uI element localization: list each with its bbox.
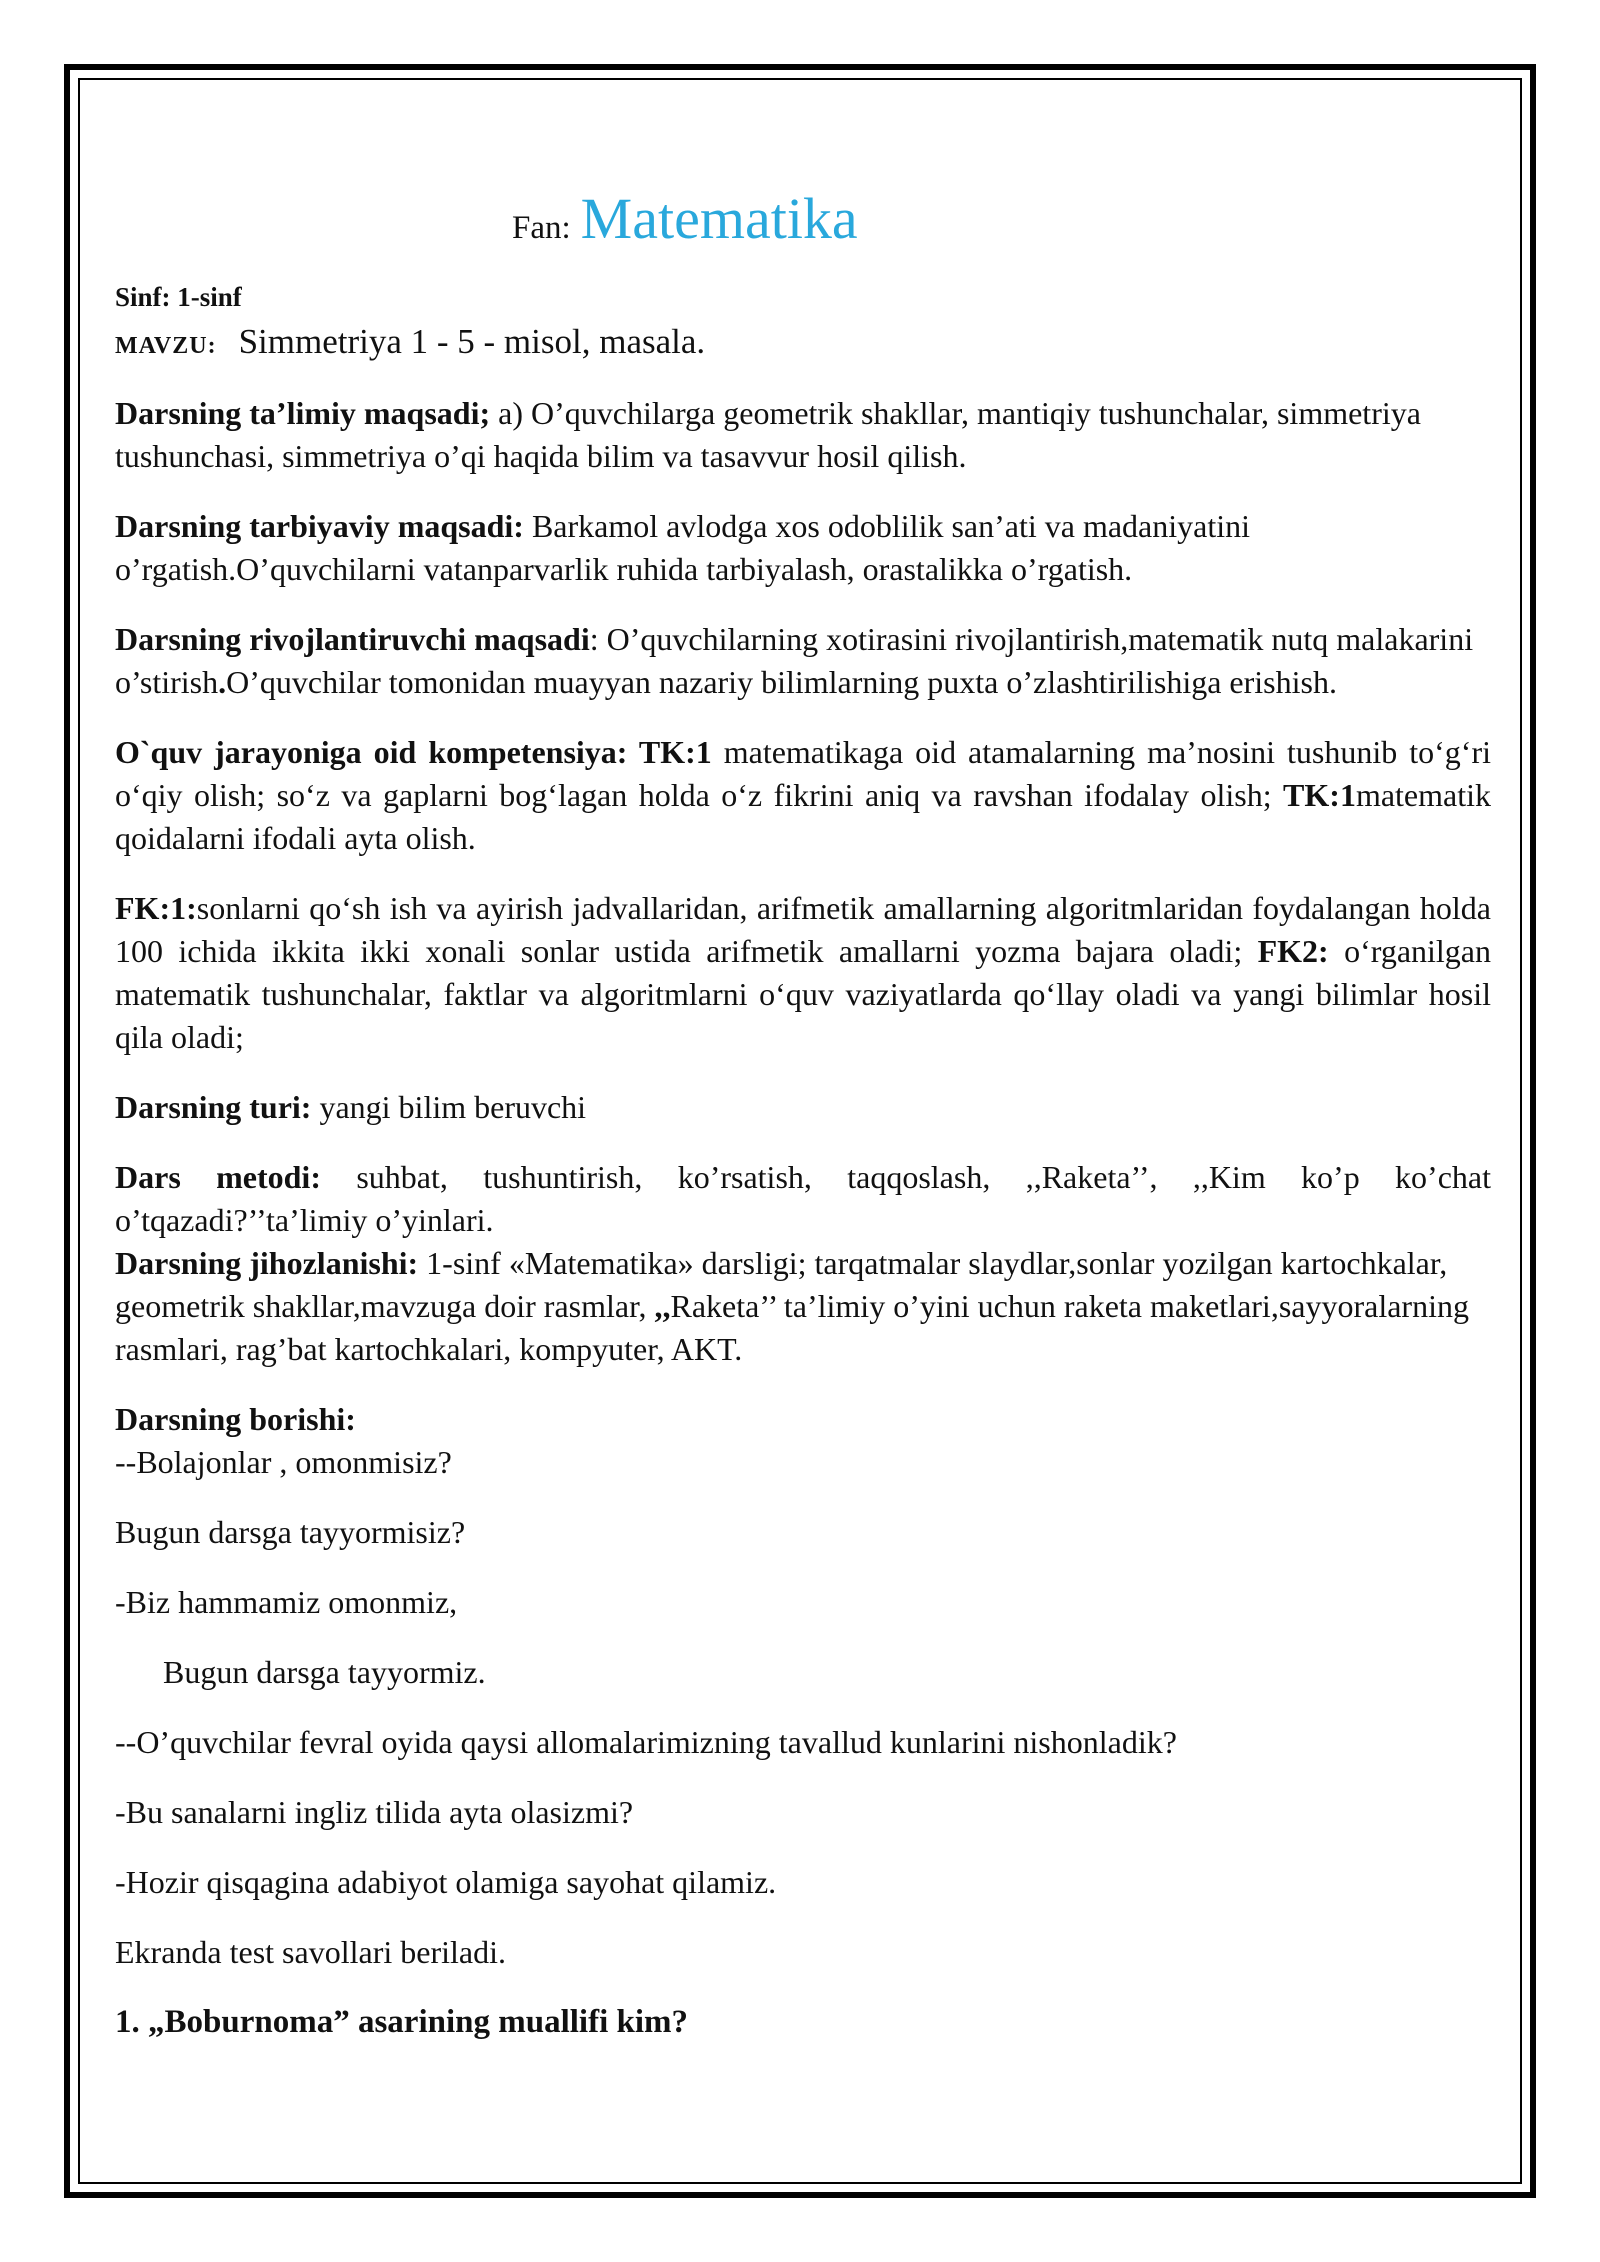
test-question: 1. „Boburnoma” asarining muallifi kim?	[115, 2004, 689, 2040]
competency-label-2: TK:1	[1283, 777, 1356, 813]
fk-competency	[115, 887, 1491, 1059]
fk-text-1: sonlarni qo‘sh ish va ayirish jadvallaridan, arifmetik amallarning algoritmlaridan foydalangan holda 100 ichida ikkita ikki xonali sonlar ustida arifmetik amallarni yozma bajara oladi;	[115, 890, 1491, 969]
upbringing-goal	[115, 505, 1491, 591]
developmental-goal-dot: .	[218, 664, 227, 700]
developmental-goal-text-1: : O’quvchilarning xotirasini rivojlantirish,matematik nutq malakarini o’stirish	[115, 621, 1474, 700]
lesson-equipment-text-1: 1-sinf «Matematika» darsligi; tarqatmalar slaydlar,sonlar yozilgan kartochkalar, geometrik shakllar,mavzuga doir rasmlar,	[115, 1245, 1448, 1324]
lesson-type	[115, 1086, 1491, 1129]
developmental-goal	[115, 618, 1491, 704]
grade-line: Sinf: 1-sinf	[115, 282, 242, 312]
lesson-equipment-quote: ,,	[654, 1288, 671, 1324]
lesson-type-text: yangi bilim beruvchi	[311, 1089, 587, 1125]
lesson-method	[115, 1156, 1491, 1242]
lesson-type-label: Darsning turi:	[115, 1089, 312, 1125]
subject-title: Matematika	[580, 186, 858, 251]
lesson-equipment	[115, 1242, 1491, 1371]
document-body	[115, 392, 1491, 2071]
dialogue-line: -Bu sanalarni ingliz tilida ayta olasizmi?	[115, 1794, 634, 1830]
dialogue-line: --O’quvchilar fevral oyida qaysi allomalarimizning tavallud kunlarini nishonladik?	[115, 1724, 1177, 1760]
competency	[115, 731, 1491, 860]
fk-text-2: o‘rganilgan matematik tushunchalar, faktlar va algoritmlarni o‘quv vaziyatlarda qo‘llay oladi va yangi bilimlar hosil qila oladi;	[115, 933, 1491, 1055]
lesson-equipment-text-2: Raketa’’ ta’limiy o’yini uchun raketa maketlari,sayyoralarning rasmlari, rag’bat kartochkalari, kompyuter, AKT.	[115, 1288, 1469, 1367]
dialogue-line: Bugun darsga tayyormiz.	[163, 1654, 486, 1690]
lesson-progress-heading	[115, 1398, 1491, 1441]
educational-goal-text: a) O’quvchilarga geometrik shakllar, mantiqiy tushunchalar, simmetriya tushunchasi, simmetriya o’qi haqida bilim va tasavvur hosil qilish.	[115, 395, 1421, 474]
dialogue-line: -Hozir qisqagina adabiyot olamiga sayohat qilamiz.	[115, 1864, 777, 1900]
lesson-method-label: Dars metodi:	[115, 1159, 321, 1195]
dialogue-line: --Bolajonlar , omonmisiz?	[115, 1444, 452, 1480]
dialogue-line: Bugun darsga tayyormisiz?	[115, 1514, 466, 1550]
topic-value: Simmetriya 1 - 5 - misol, masala.	[238, 322, 706, 361]
subject-line	[512, 185, 858, 252]
educational-goal	[115, 392, 1491, 478]
topic-label: MAVZU:	[115, 333, 217, 359]
lesson-progress-label: Darsning borishi:	[115, 1401, 356, 1437]
upbringing-goal-text: Barkamol avlodga xos odoblilik san’ati va madaniyatini o’rgatish.O’quvchilarni vatanparvarlik ruhida tarbiyalash, orastalikka o’rgatish.	[115, 508, 1250, 587]
developmental-goal-text-2: O’quvchilar tomonidan muayyan nazariy bilimlarning puxta o’zlashtirilishiga erishish.	[226, 664, 1337, 700]
competency-label: O`quv jarayoniga oid kompetensiya: TK:1	[115, 734, 712, 770]
lesson-method-text: suhbat, tushuntirish, ko’rsatish, taqqoslash, ,,Raketa’’, ,,Kim ko’p ko’chat o’tqazadi?’’ta’limiy o’yinlari.	[115, 1159, 1492, 1238]
educational-goal-label: Darsning ta’limiy maqsadi;	[115, 395, 491, 431]
fk-label-2: FK2:	[1257, 933, 1329, 969]
competency-text-1: matematikaga oid atamalarning ma’nosini tushunib to‘g‘ri o‘qiy olish; so‘z va gaplarni bog‘lagan holda o‘z fikrini aniq va ravshan ifodalay olish;	[115, 734, 1491, 813]
developmental-goal-label: Darsning rivojlantiruvchi maqsadi	[115, 621, 590, 657]
subject-label: Fan:	[512, 210, 571, 246]
dialogue-line: -Biz hammamiz omonmiz,	[115, 1584, 458, 1620]
lesson-equipment-label: Darsning jihozlanishi:	[115, 1245, 419, 1281]
upbringing-goal-label: Darsning tarbiyaviy maqsadi:	[115, 508, 524, 544]
topic-line	[115, 322, 705, 362]
competency-text-2: matematik qoidalarni ifodali ayta olish.	[115, 777, 1491, 856]
dialogue-line: Ekranda test savollari beriladi.	[115, 1934, 506, 1970]
fk-label: FK:1:	[115, 890, 197, 926]
